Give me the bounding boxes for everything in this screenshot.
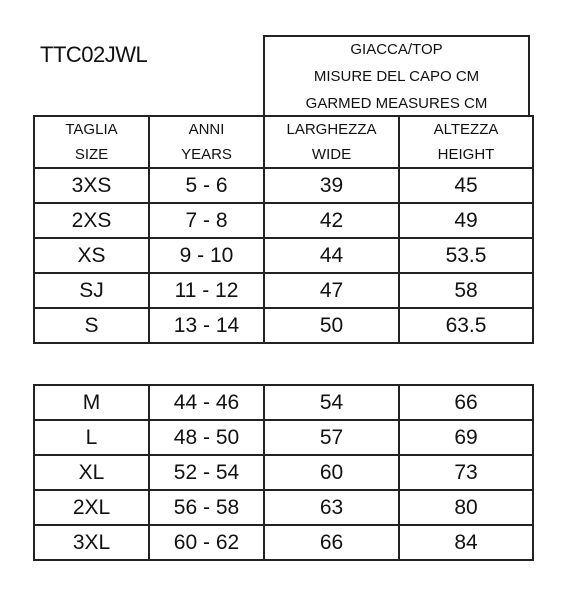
table-row	[34, 308, 533, 343]
height-cell: 73	[399, 455, 533, 490]
table-header-row	[34, 116, 533, 168]
width-cell: 50	[264, 308, 399, 343]
measures-header-box	[263, 35, 530, 115]
width-cell: 57	[264, 420, 399, 455]
table-row	[34, 203, 533, 238]
header-label-en: SIZE	[74, 146, 109, 163]
years-cell: 60 - 62	[149, 525, 264, 560]
years-cell: 13 - 14	[149, 308, 264, 343]
column-header-height	[399, 116, 533, 168]
table-row	[34, 525, 533, 560]
width-cell: 44	[264, 238, 399, 273]
table-row	[34, 273, 533, 308]
years-cell: 52 - 54	[149, 455, 264, 490]
size-cell: 2XS	[34, 203, 149, 238]
size-cell: S	[34, 308, 149, 343]
measures-en-label: GARMED MEASURES CM	[305, 94, 488, 112]
height-cell: 49	[399, 203, 533, 238]
width-cell: 39	[264, 168, 399, 203]
size-cell: 3XL	[34, 525, 149, 560]
height-cell: 69	[399, 420, 533, 455]
years-cell: 48 - 50	[149, 420, 264, 455]
width-cell: 54	[264, 385, 399, 420]
header-label-en: WIDE	[311, 146, 352, 163]
height-cell: 66	[399, 385, 533, 420]
size-cell: SJ	[34, 273, 149, 308]
size-cell: 3XS	[34, 168, 149, 203]
table-row	[34, 455, 533, 490]
header-label-it: LARGHEZZA	[286, 121, 377, 138]
product-code: TTC02JWL	[40, 42, 148, 67]
width-cell: 63	[264, 490, 399, 525]
header-label-it: ALTEZZA	[433, 121, 499, 138]
years-cell: 5 - 6	[149, 168, 264, 203]
years-cell: 56 - 58	[149, 490, 264, 525]
table-row	[34, 490, 533, 525]
height-cell: 63.5	[399, 308, 533, 343]
header-label-it: ANNI	[188, 121, 225, 138]
size-cell: M	[34, 385, 149, 420]
table-row	[34, 168, 533, 203]
header-label-en: HEIGHT	[437, 146, 495, 163]
width-cell: 47	[264, 273, 399, 308]
table-row	[34, 238, 533, 273]
width-cell: 60	[264, 455, 399, 490]
size-table-kids	[33, 115, 534, 344]
column-header-size	[34, 116, 149, 168]
height-cell: 80	[399, 490, 533, 525]
height-cell: 45	[399, 168, 533, 203]
width-cell: 42	[264, 203, 399, 238]
table-row	[34, 420, 533, 455]
column-header-width	[264, 116, 399, 168]
size-table-adults	[33, 384, 534, 561]
size-cell: XL	[34, 455, 149, 490]
column-header-years	[149, 116, 264, 168]
height-cell: 58	[399, 273, 533, 308]
years-cell: 7 - 8	[149, 203, 264, 238]
height-cell: 53.5	[399, 238, 533, 273]
table-row	[34, 385, 533, 420]
header-label-it: TAGLIA	[65, 121, 118, 138]
header-label-en: YEARS	[181, 146, 232, 163]
size-cell: XS	[34, 238, 149, 273]
size-cell: 2XL	[34, 490, 149, 525]
width-cell: 66	[264, 525, 399, 560]
garment-type-label: GIACCA/TOP	[350, 40, 443, 58]
years-cell: 44 - 46	[149, 385, 264, 420]
measures-it-label: MISURE DEL CAPO CM	[313, 67, 480, 85]
years-cell: 9 - 10	[149, 238, 264, 273]
years-cell: 11 - 12	[149, 273, 264, 308]
height-cell: 84	[399, 525, 533, 560]
size-cell: L	[34, 420, 149, 455]
